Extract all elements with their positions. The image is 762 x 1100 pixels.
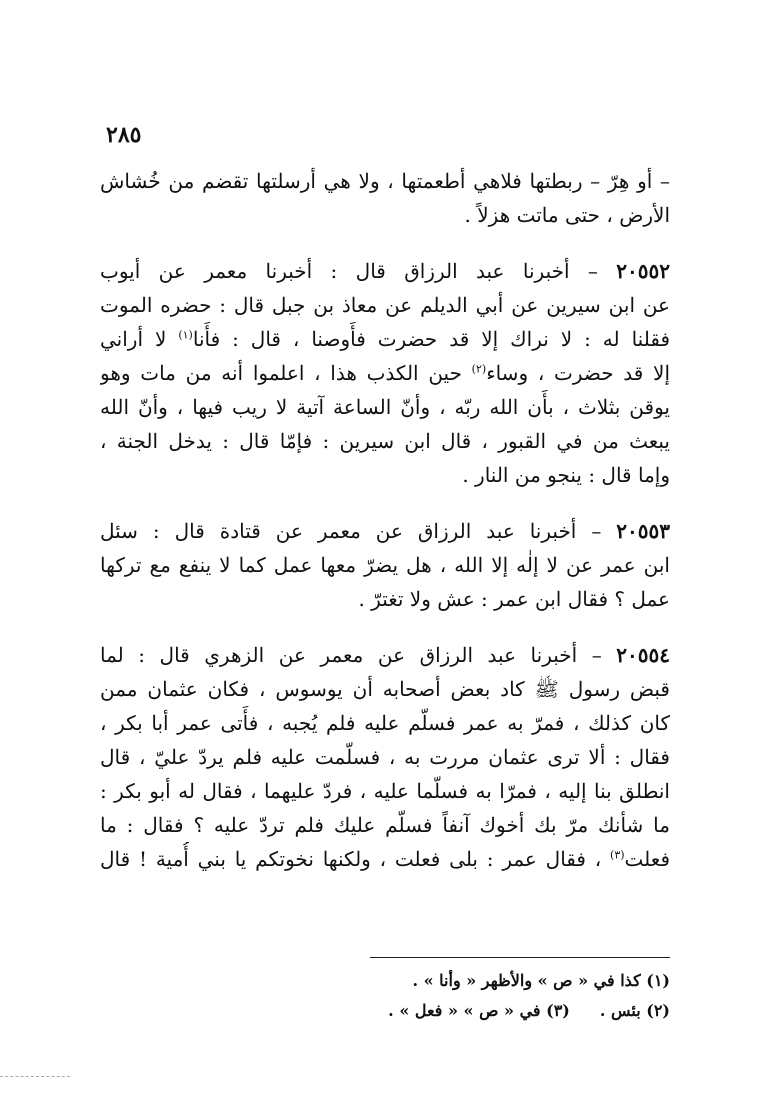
text-line: يوقن بثلاث ، بأَن الله ربّه ، وأنّ الساعة آتية لا ريب فيها ، وأنّ الله (100, 395, 670, 419)
text-line (100, 322, 670, 356)
footnote-line-2 (330, 996, 670, 1026)
scan-edge-mark (0, 1076, 70, 1077)
text-line (100, 254, 670, 288)
text-line: – أو هِرّ – ربطتها فلاهي أطعمتها ، ولا هي أرسلتها تقضم من خُشاش (100, 169, 670, 193)
text-line: قبض رسول ﷺ كاد بعض أصحابه أن يوسوس ، فكان عثمان ممن (100, 677, 670, 701)
text-line: عن ابن سيرين عن أبي الديلم عن معاذ بن جبل قال : حضره الموت (100, 293, 670, 317)
text-line (100, 842, 670, 876)
text-line: انطلق بنا إليه ، فمرّا به فسلّما عليه ، فردّ عليهما ، فقال له أبو بكر : (100, 779, 670, 803)
footnote-ref-2: (٢) (471, 362, 487, 376)
footnote-1: (١) كذا في « ص » والأظهر « وأنا » . (412, 971, 670, 990)
hadith-20552 (100, 254, 670, 492)
text-segment: إلا قد حضرت ، وساء (486, 361, 670, 385)
hadith-number: ٢٠٥٥٤ (616, 643, 670, 667)
text-segment: – أخبرنا عبد الرزاق قال : أخبرنا معمر عن أيوب (100, 259, 598, 283)
hadith-number: ٢٠٥٥٣ (616, 519, 670, 543)
footnote-3: (٣) في « ص » « فعل » . (388, 1001, 570, 1020)
footnote-divider (370, 957, 670, 958)
hadith-number: ٢٠٥٥٢ (616, 259, 670, 283)
hadith-20553 (100, 514, 670, 616)
text-segment: فعلت (624, 847, 670, 871)
text-segment: – أخبرنا عبد الرزاق عن معمر عن الزهري قال : لما (100, 643, 602, 667)
text-line: ما شأنك مرّ بك أخوك آنفاً فسلّم عليك فلم تردّ عليه ؟ فقال : ما (100, 813, 670, 837)
page-number: ٢٨٥ (106, 122, 142, 148)
footnote-ref-3: (٣) (610, 848, 625, 862)
text-line: وإما قال : ينجو من النار . (462, 463, 670, 487)
hadith-20554 (100, 638, 670, 876)
footnote-2: (٢) بئس . (599, 1001, 670, 1020)
main-text (100, 164, 670, 898)
text-segment: – أخبرنا عبد الرزاق عن معمر عن قتادة قال : سئل (100, 519, 602, 543)
text-line: ابن عمر عن لا إلٰه إلا الله ، هل يضرّ معها عمل كما لا ينفع مع تركها (100, 553, 670, 577)
footnotes (330, 966, 670, 1026)
text-segment: لا أراني (100, 327, 179, 351)
text-segment: ، فقال عمر : بلى فعلت ، ولكنها نخوتكم يا بني أُمية ! قال (100, 847, 611, 871)
text-line: فقال : ألا ترى عثمان مررت به ، فسلّمت عليه فلم يردّ عليّ ، قال (100, 745, 670, 769)
text-line: عمل ؟ فقال ابن عمر : عش ولا تغترّ . (358, 587, 670, 611)
text-line: الأرض ، حتى ماتت هزلاً . (464, 203, 670, 227)
text-line: يبعث من في القبور ، قال ابن سيرين : فإمّا قال : يدخل الجنة ، (100, 429, 670, 453)
text-line (100, 638, 670, 672)
opening-paragraph (100, 164, 670, 232)
text-line (100, 356, 670, 390)
text-segment: حين الكذب هذا ، اعلموا أنه من مات وهو (100, 361, 472, 385)
text-line: كان كذلك ، فمرّ به عمر فسلّم عليه فلم يُجبه ، فأَتى عمر أبا بكر ، (100, 711, 670, 735)
footnote-ref-1: (١) (178, 328, 193, 342)
text-line (100, 514, 670, 548)
text-segment: فقلنا له : لا نراك إلا قد حضرت فأَوصنا ، قال : فأَنا (192, 327, 670, 351)
